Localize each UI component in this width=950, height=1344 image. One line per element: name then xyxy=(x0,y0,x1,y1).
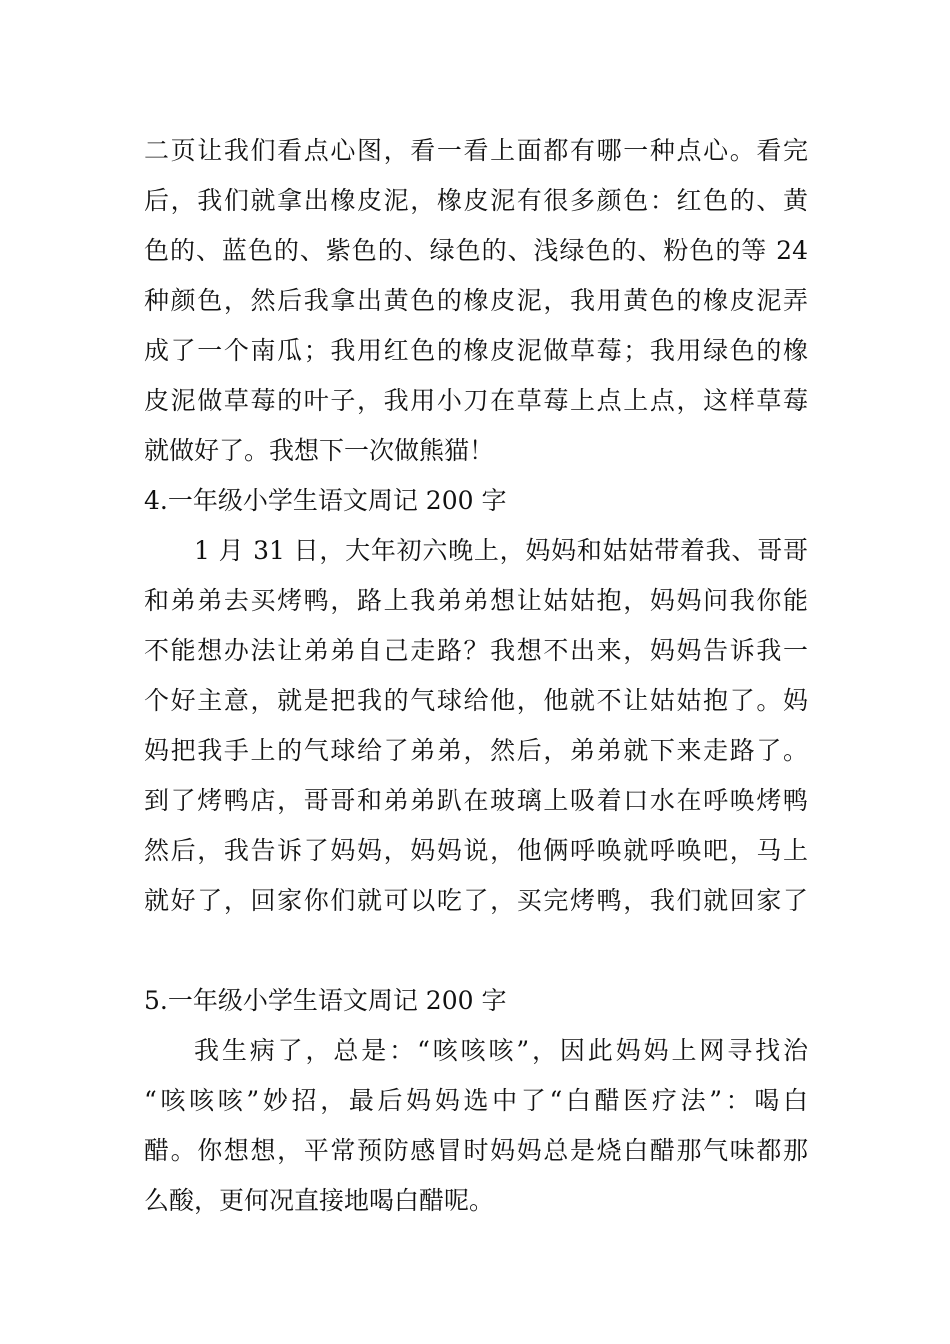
paragraph-line: 成了一个南瓜；我用红色的橡皮泥做草莓；我用绿色的橡 xyxy=(144,336,808,365)
paragraph-line: 然后，我告诉了妈妈，妈妈说，他俩呼唤就呼唤吧，马上 xyxy=(144,836,808,865)
section-5 xyxy=(144,976,808,1226)
paragraph-line: 后，我们就拿出橡皮泥，橡皮泥有很多颜色：红色的、黄 xyxy=(144,186,808,215)
section-4 xyxy=(144,476,808,926)
paragraph-line: 不能想办法让弟弟自己走路？我想不出来，妈妈告诉我一 xyxy=(144,636,808,665)
section-heading: 4.一年级小学生语文周记 200 字 xyxy=(144,486,507,515)
blank-line xyxy=(144,926,808,976)
paragraph-line: 和弟弟去买烤鸭，路上我弟弟想让姑姑抱，妈妈问我你能 xyxy=(144,586,808,615)
paragraph-line: 种颜色，然后我拿出黄色的橡皮泥，我用黄色的橡皮泥弄 xyxy=(144,286,808,315)
paragraph-line: 么酸，更何况直接地喝白醋呢。 xyxy=(144,1186,495,1215)
paragraph-line: 就好了，回家你们就可以吃了，买完烤鸭，我们就回家了 xyxy=(144,886,808,915)
paragraph-line: 到了烤鸭店，哥哥和弟弟趴在玻璃上吸着口水在呼唤烤鸭 xyxy=(144,786,808,815)
paragraph-line: 就做好了。我想下一次做熊猫！ xyxy=(144,436,495,465)
paragraph-line: 个好主意，就是把我的气球给他，他就不让姑姑抱了。妈 xyxy=(144,686,808,715)
section-heading: 5.一年级小学生语文周记 200 字 xyxy=(144,986,507,1015)
paragraph-line: 妈把我手上的气球给了弟弟，然后，弟弟就下来走路了。 xyxy=(144,736,808,765)
paragraph-line: 我生病了，总是：“咳咳咳”，因此妈妈上网寻找治 xyxy=(194,1036,808,1065)
paragraph-line: 色的、蓝色的、紫色的、绿色的、浅绿色的、粉色的等 24 xyxy=(144,236,808,265)
paragraph-line: 皮泥做草莓的叶子，我用小刀在草莓上点上点，这样草莓 xyxy=(144,386,808,415)
paragraph-1 xyxy=(144,126,808,476)
paragraph-line: 醋。你想想，平常预防感冒时妈妈总是烧白醋那气味都那 xyxy=(144,1136,808,1165)
paragraph-line: “咳咳咳”妙招，最后妈妈选中了“白醋医疗法”：喝白 xyxy=(144,1086,808,1115)
document-body xyxy=(144,126,808,1226)
paragraph-line: 二页让我们看点心图，看一看上面都有哪一种点心。看完 xyxy=(144,136,808,165)
paragraph-line: 1 月 31 日，大年初六晚上，妈妈和姑姑带着我、哥哥 xyxy=(194,536,808,565)
